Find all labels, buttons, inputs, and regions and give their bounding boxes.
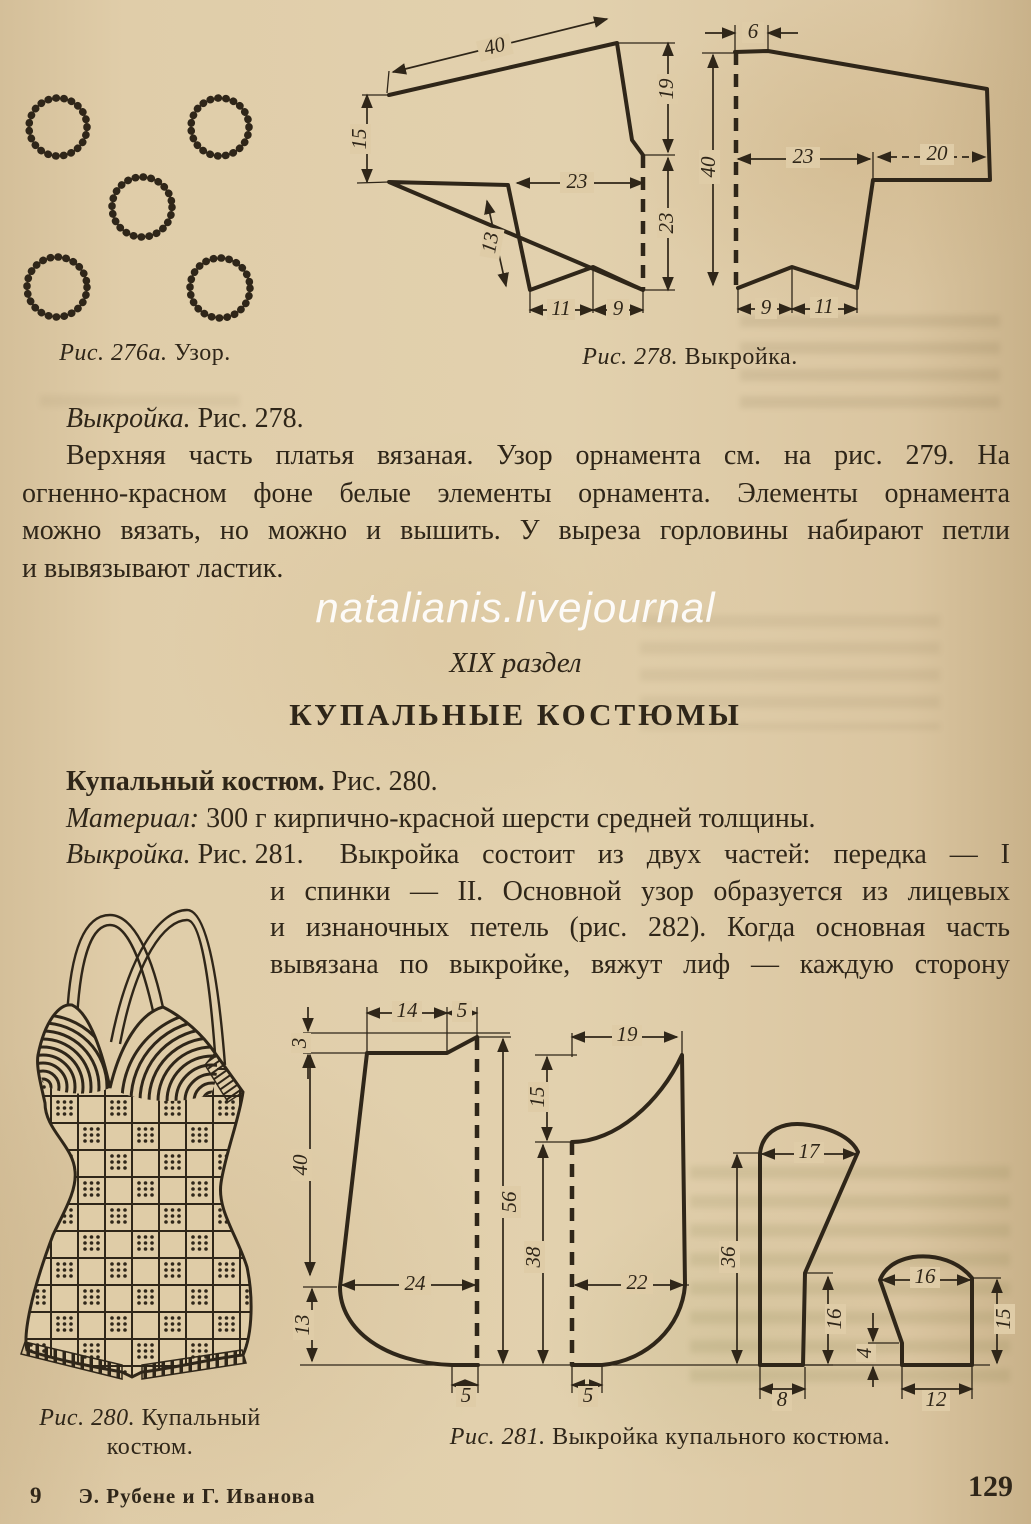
watermark-text: natalianis.livejournal [315,584,716,631]
dim-label: 5 [456,997,468,1022]
dimension-labels [347,30,678,320]
dim-label: 15 [524,1086,549,1108]
dim-label: 9 [760,294,772,319]
dim-label: 19 [653,78,678,100]
fig280-caption-number: Рис. 280. [39,1405,136,1431]
text-line: Купальный костюм. Рис. 280. [66,766,438,797]
text-line: и спинки — II. Основной узор образуется из лицевых [270,875,1010,907]
fig278-caption-label: Выкройка. [684,344,798,370]
dim-label: 17 [798,1138,820,1163]
fig276a-caption-label: Узор. [174,340,231,366]
chain-beads [27,98,250,318]
dim-label: 12 [925,1386,947,1411]
dim-label: 5 [582,1382,594,1407]
fig280-caption-label: Купальный [141,1405,261,1431]
pattern-piece-front-trunk [340,1037,478,1365]
dim-label: 9 [612,295,624,320]
dimension-lines [308,1007,503,1385]
fig276a-caption-number: Рис. 276а. [59,340,168,366]
dim-label: 15 [990,1308,1015,1330]
chain-ring [27,98,250,318]
dim-label: 11 [551,295,571,320]
extension-lines [357,43,675,313]
dimension-lines [705,33,985,309]
page-number: 129 [968,1470,1013,1503]
dim-label: 38 [520,1246,545,1268]
dimension-labels [852,1264,1015,1411]
footer-signature [30,1483,315,1509]
dim-label: 23 [792,143,814,168]
dimension-labels [521,1022,653,1407]
fig281-caption-number: Рис. 281. [449,1424,546,1450]
pattern-piece-front [389,43,643,290]
pattern-piece-back [735,51,990,288]
dim-label: 5 [460,1382,472,1407]
dimension-labels [716,1139,846,1411]
dim-label: 40 [481,31,508,61]
fig281-caption-label: Выкройка купального костюма. [552,1424,891,1450]
fig280-swimsuit-figure [15,895,285,1395]
dimension-lines [367,19,668,310]
dimension-lines [737,1154,856,1389]
text-line: огненно-красном фоне белые элементы орнамента. Элементы орнамента [22,477,1010,509]
text-line: Материал: 300 г кирпично-красной шерсти средней толщины. [66,802,816,834]
dimension-labels [287,998,521,1407]
dim-label: 20 [926,140,948,165]
dim-label: 11 [814,293,834,318]
dim-label: 4 [851,1347,876,1359]
paragraph-pattern-278 [22,400,1010,587]
section-kicker: XIX раздел [449,647,582,679]
dim-label: 56 [496,1191,521,1213]
dim-label: 23 [653,212,678,234]
dim-label: 15 [346,128,371,150]
pattern-piece-back-trunk [572,1055,685,1365]
fig278-pattern-figure [345,5,1031,355]
dim-label: 13 [289,1314,314,1336]
dim-label: 13 [476,230,504,256]
dim-label: 40 [695,156,720,178]
dim-label: 40 [287,1154,312,1176]
dim-label: 16 [821,1308,846,1330]
fig280-caption-label: костюм. [106,1434,194,1460]
dim-label: 22 [626,1269,648,1294]
fig278-caption-number: Рис. 278. [582,344,679,370]
text-line: Верхняя часть платья вязаная. Узор орнамента см. на рис. 279. На [66,440,1010,472]
dim-label: 36 [715,1246,740,1268]
text-line: и изнаночных петель (рис. 282). Когда основная часть [270,912,1010,944]
fig281-pattern-figure [285,995,1031,1410]
text-line: и вывязывают ластик. [22,552,284,584]
fig278-caption [480,344,900,371]
dim-label: 8 [776,1386,788,1411]
fig276a-caption [20,340,270,367]
text-line: можно вязать, но можно и вышить. У выреза горловины набирают петли [22,515,1010,547]
fig281-caption [390,1424,950,1451]
dim-label: 24 [404,1270,426,1295]
text-line: вывязана по выкройке, вяжут лиф — каждую сторону [270,948,1010,980]
fig276a-chain-rings-figure [10,78,290,336]
dimension-lines [873,1280,997,1389]
section-title: КУПАЛЬНЫЕ КОСТЮМЫ [289,697,742,732]
footer-authors: Э. Рубене и Г. Иванова [78,1484,316,1508]
dim-label: 6 [747,18,759,43]
text-line: Выкройка. Рис. 278. [66,403,304,434]
dim-label: 16 [914,1263,936,1288]
dim-label: 23 [566,168,588,193]
dim-label: 14 [396,997,418,1022]
fig280-caption [10,1404,290,1462]
dim-label: 19 [616,1021,638,1046]
dim-label: 3 [286,1037,311,1049]
footer-mark: 9 [30,1483,43,1508]
text-line: Выкройка. Рис. 281. Выкройка состоит из двух частей: передка — I [66,839,1010,871]
